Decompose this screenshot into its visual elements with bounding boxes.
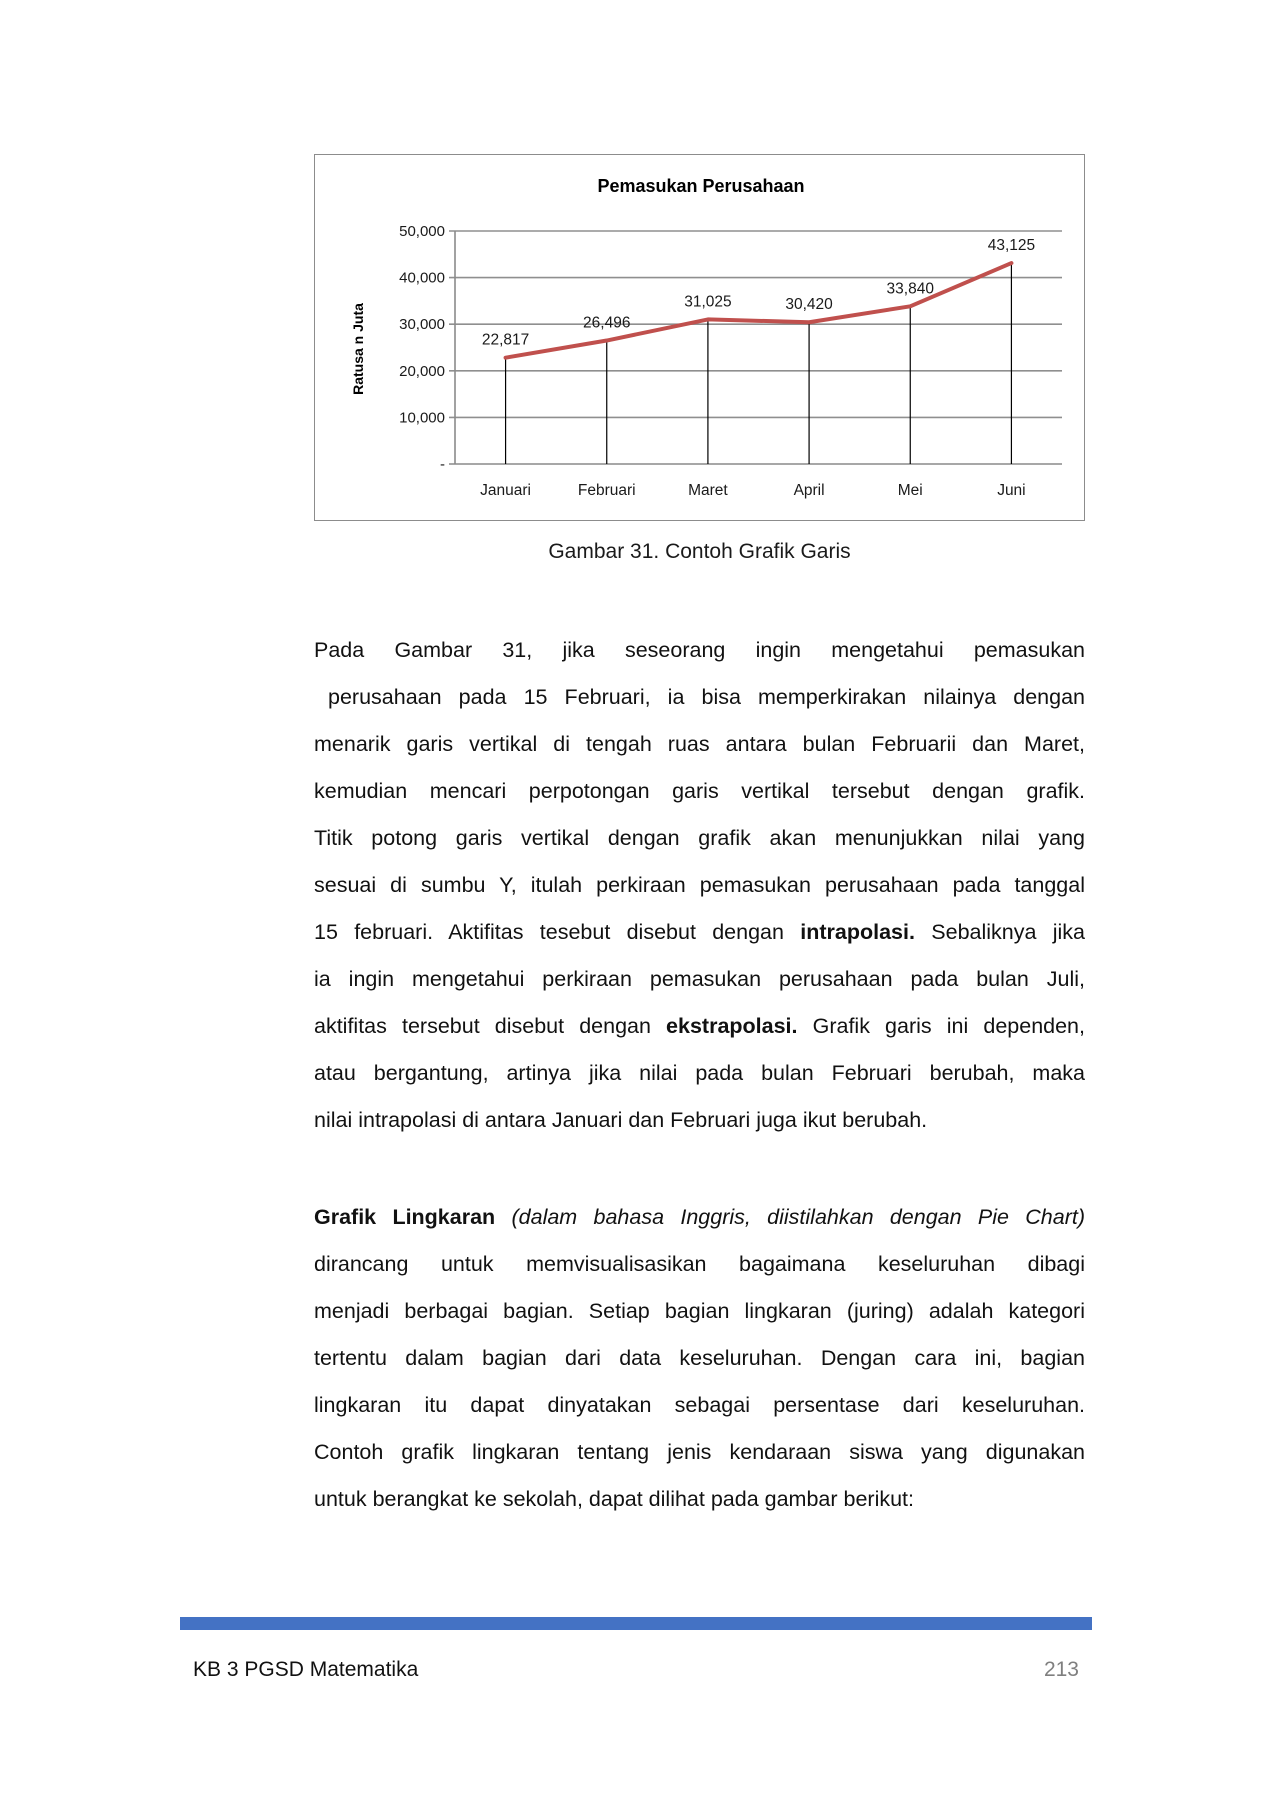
x-category-label: Februari [577, 482, 636, 499]
data-label: 22,817 [481, 331, 530, 349]
paragraph-line: ia ingin mengetahui perkiraan pemasukan perusahaan pada bulan Juli, [314, 967, 1085, 991]
x-category-label: April [793, 482, 825, 499]
paragraph-line: Pada Gambar 31, jika seseorang ingin mengetahui pemasukan [314, 638, 1085, 662]
data-labels [482, 237, 1035, 349]
paragraph-line: dirancang untuk memvisualisasikan bagaimana keseluruhan dibagi [314, 1252, 1085, 1276]
y-tick-label: 50,000 [399, 223, 445, 240]
line-chart-figure [314, 154, 1085, 521]
paragraph-line: tertentu dalam bagian dari data keseluruhan. Dengan cara ini, bagian [314, 1346, 1085, 1370]
paragraph-line [314, 1003, 1085, 1050]
paragraph-line: nilai intrapolasi di antara Januari dan Februari juga ikut berubah. [314, 1108, 928, 1132]
y-tick-labels [399, 223, 445, 473]
page-number: 213 [1043, 1658, 1079, 1681]
text-run: Grafik garis ini dependen, [797, 1014, 1085, 1038]
text-run: aktifitas tersebut disebut dengan [314, 1014, 667, 1038]
paragraph-line: untuk berangkat ke sekolah, dapat dilihat pada gambar berikut: [314, 1487, 915, 1511]
y-tick-label: 20,000 [399, 362, 445, 380]
paragraph-line: Titik potong garis vertikal dengan grafik akan menunjukkan nilai yang [314, 826, 1085, 850]
x-category-label: Juni [997, 482, 1026, 499]
term-ekstrapolasi: ekstrapolasi. [666, 1014, 798, 1038]
data-label: 43,125 [987, 237, 1036, 255]
paragraph-line: menarik garis vertikal di tengah ruas antara bulan Februarii dan Maret, [314, 732, 1085, 756]
x-category-labels [480, 482, 1025, 499]
y-tick-label: 30,000 [399, 316, 445, 334]
footer-title: KB 3 PGSD Matematika [193, 1658, 419, 1681]
line-chart [315, 155, 1086, 522]
y-tick-label: 10,000 [399, 409, 445, 427]
data-label: 31,025 [684, 293, 732, 311]
y-tick-label: - [440, 456, 445, 473]
paragraph-line: sesuai di sumbu Y, itulah perkiraan pemasukan perusahaan pada tanggal [314, 873, 1085, 897]
y-tick-label: 40,000 [399, 269, 445, 287]
data-label: 33,840 [886, 280, 934, 298]
text-run: Sebaliknya jika [914, 920, 1086, 944]
drop-lines [506, 263, 1012, 464]
footer-divider-bar [180, 1617, 1092, 1630]
x-category-label: Mei [897, 482, 923, 499]
paragraph-line-chart-explanation [314, 627, 1085, 1144]
term-grafik-lingkaran: Grafik Lingkaran [314, 1205, 496, 1229]
paragraph-pie-chart-intro [314, 1194, 1085, 1523]
paragraph-line: menjadi berbagai bagian. Setiap bagian lingkaran (juring) adalah kategori [314, 1299, 1085, 1323]
italic-note: (dalam bahasa Inggris, diistilahkan dengan Pie Chart) [511, 1205, 1085, 1229]
y-axis-title: Ratusa n Juta [350, 303, 366, 395]
paragraph-line: perusahaan pada 15 Februari, ia bisa memperkirakan nilainya dengan [328, 685, 1085, 709]
x-category-label: Januari [480, 482, 532, 499]
paragraph-line [314, 909, 1085, 956]
paragraph-line: Contoh grafik lingkaran tentang jenis kendaraan siswa yang digunakan [314, 1440, 1085, 1464]
data-label: 30,420 [785, 296, 833, 314]
paragraph-line: kemudian mencari perpotongan garis vertikal tersebut dengan grafik. [314, 779, 1085, 803]
x-category-label: Maret [688, 482, 728, 499]
data-label: 26,496 [583, 314, 631, 332]
term-intrapolasi: intrapolasi. [800, 920, 915, 944]
paragraph-line [314, 1194, 1085, 1241]
text-run: 15 februari. Aktifitas tesebut disebut dengan [314, 920, 801, 944]
figure-caption: Gambar 31. Contoh Grafik Garis [548, 540, 851, 563]
paragraph-line: lingkaran itu dapat dinyatakan sebagai persentase dari keseluruhan. [314, 1393, 1085, 1417]
paragraph-line: atau bergantung, artinya jika nilai pada bulan Februari berubah, maka [314, 1061, 1085, 1085]
chart-title: Pemasukan Perusahaan [597, 176, 805, 196]
gridlines [449, 231, 1062, 464]
